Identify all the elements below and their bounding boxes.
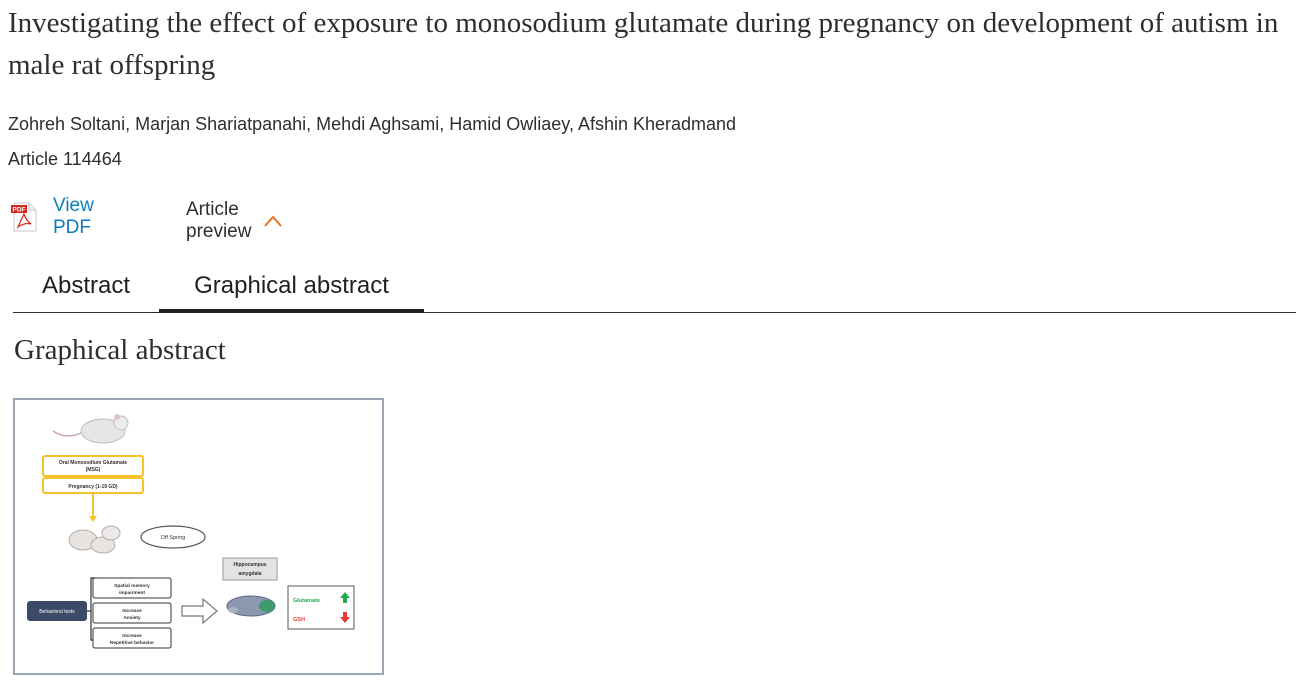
view-pdf-link[interactable]	[10, 195, 94, 239]
test-2-text-2: Anxiety	[123, 616, 141, 621]
tab-graphical-abstract[interactable]: Graphical abstract	[159, 262, 424, 310]
behavioral-tests-text: Behavioral tests	[39, 609, 75, 615]
abstract-tabs	[13, 262, 1296, 313]
view-pdf-label[interactable]: View PDF	[53, 195, 94, 238]
graphical-abstract-image[interactable]	[13, 398, 384, 675]
test-2-text-1: Increase	[122, 609, 142, 614]
article-number: Article 114464	[8, 149, 122, 169]
intervention-text-2: (MSG)	[85, 467, 101, 473]
pdf-icon-text: PDF	[12, 206, 26, 214]
article-preview-label[interactable]: Article preview	[186, 199, 252, 242]
region-text-2: amygdala	[238, 571, 262, 577]
tab-abstract[interactable]: Abstract	[41, 272, 131, 299]
test-3-text-2: Repetitive behavior	[109, 641, 155, 646]
pregnancy-text: Pregnancy (1-19 GD)	[68, 484, 118, 490]
section-heading: Graphical abstract	[14, 334, 226, 366]
test-3-text-1: Increase	[122, 634, 142, 639]
test-1-text-2: impairment	[119, 591, 145, 596]
offspring-text: Off Spring	[160, 535, 186, 541]
article-title[interactable]: Investigating the effect of exposure to monosodium glutamate during pregnancy on development of autism in male rat offspring	[8, 7, 1279, 81]
gsh-text: GSH	[293, 617, 305, 623]
brain-illustration	[227, 596, 275, 616]
article-preview-toggle[interactable]	[186, 199, 283, 243]
author-list: Zohreh Soltani, Marjan Shariatpanahi, Mehdi Aghsami, Hamid Owliaey, Afshin Kheradmand	[8, 114, 737, 134]
chevron-up-icon[interactable]	[263, 214, 283, 228]
rat-illustration	[53, 414, 128, 443]
region-text-1: Hippocampus	[233, 562, 267, 568]
offspring-illustration	[69, 526, 120, 553]
test-1-text-1: Spatial memory	[114, 584, 150, 589]
intervention-text-1: Oral Monosodium Glutamate	[58, 460, 128, 466]
pdf-file-icon	[10, 202, 40, 232]
glutamate-text: Glutamate	[293, 598, 320, 604]
